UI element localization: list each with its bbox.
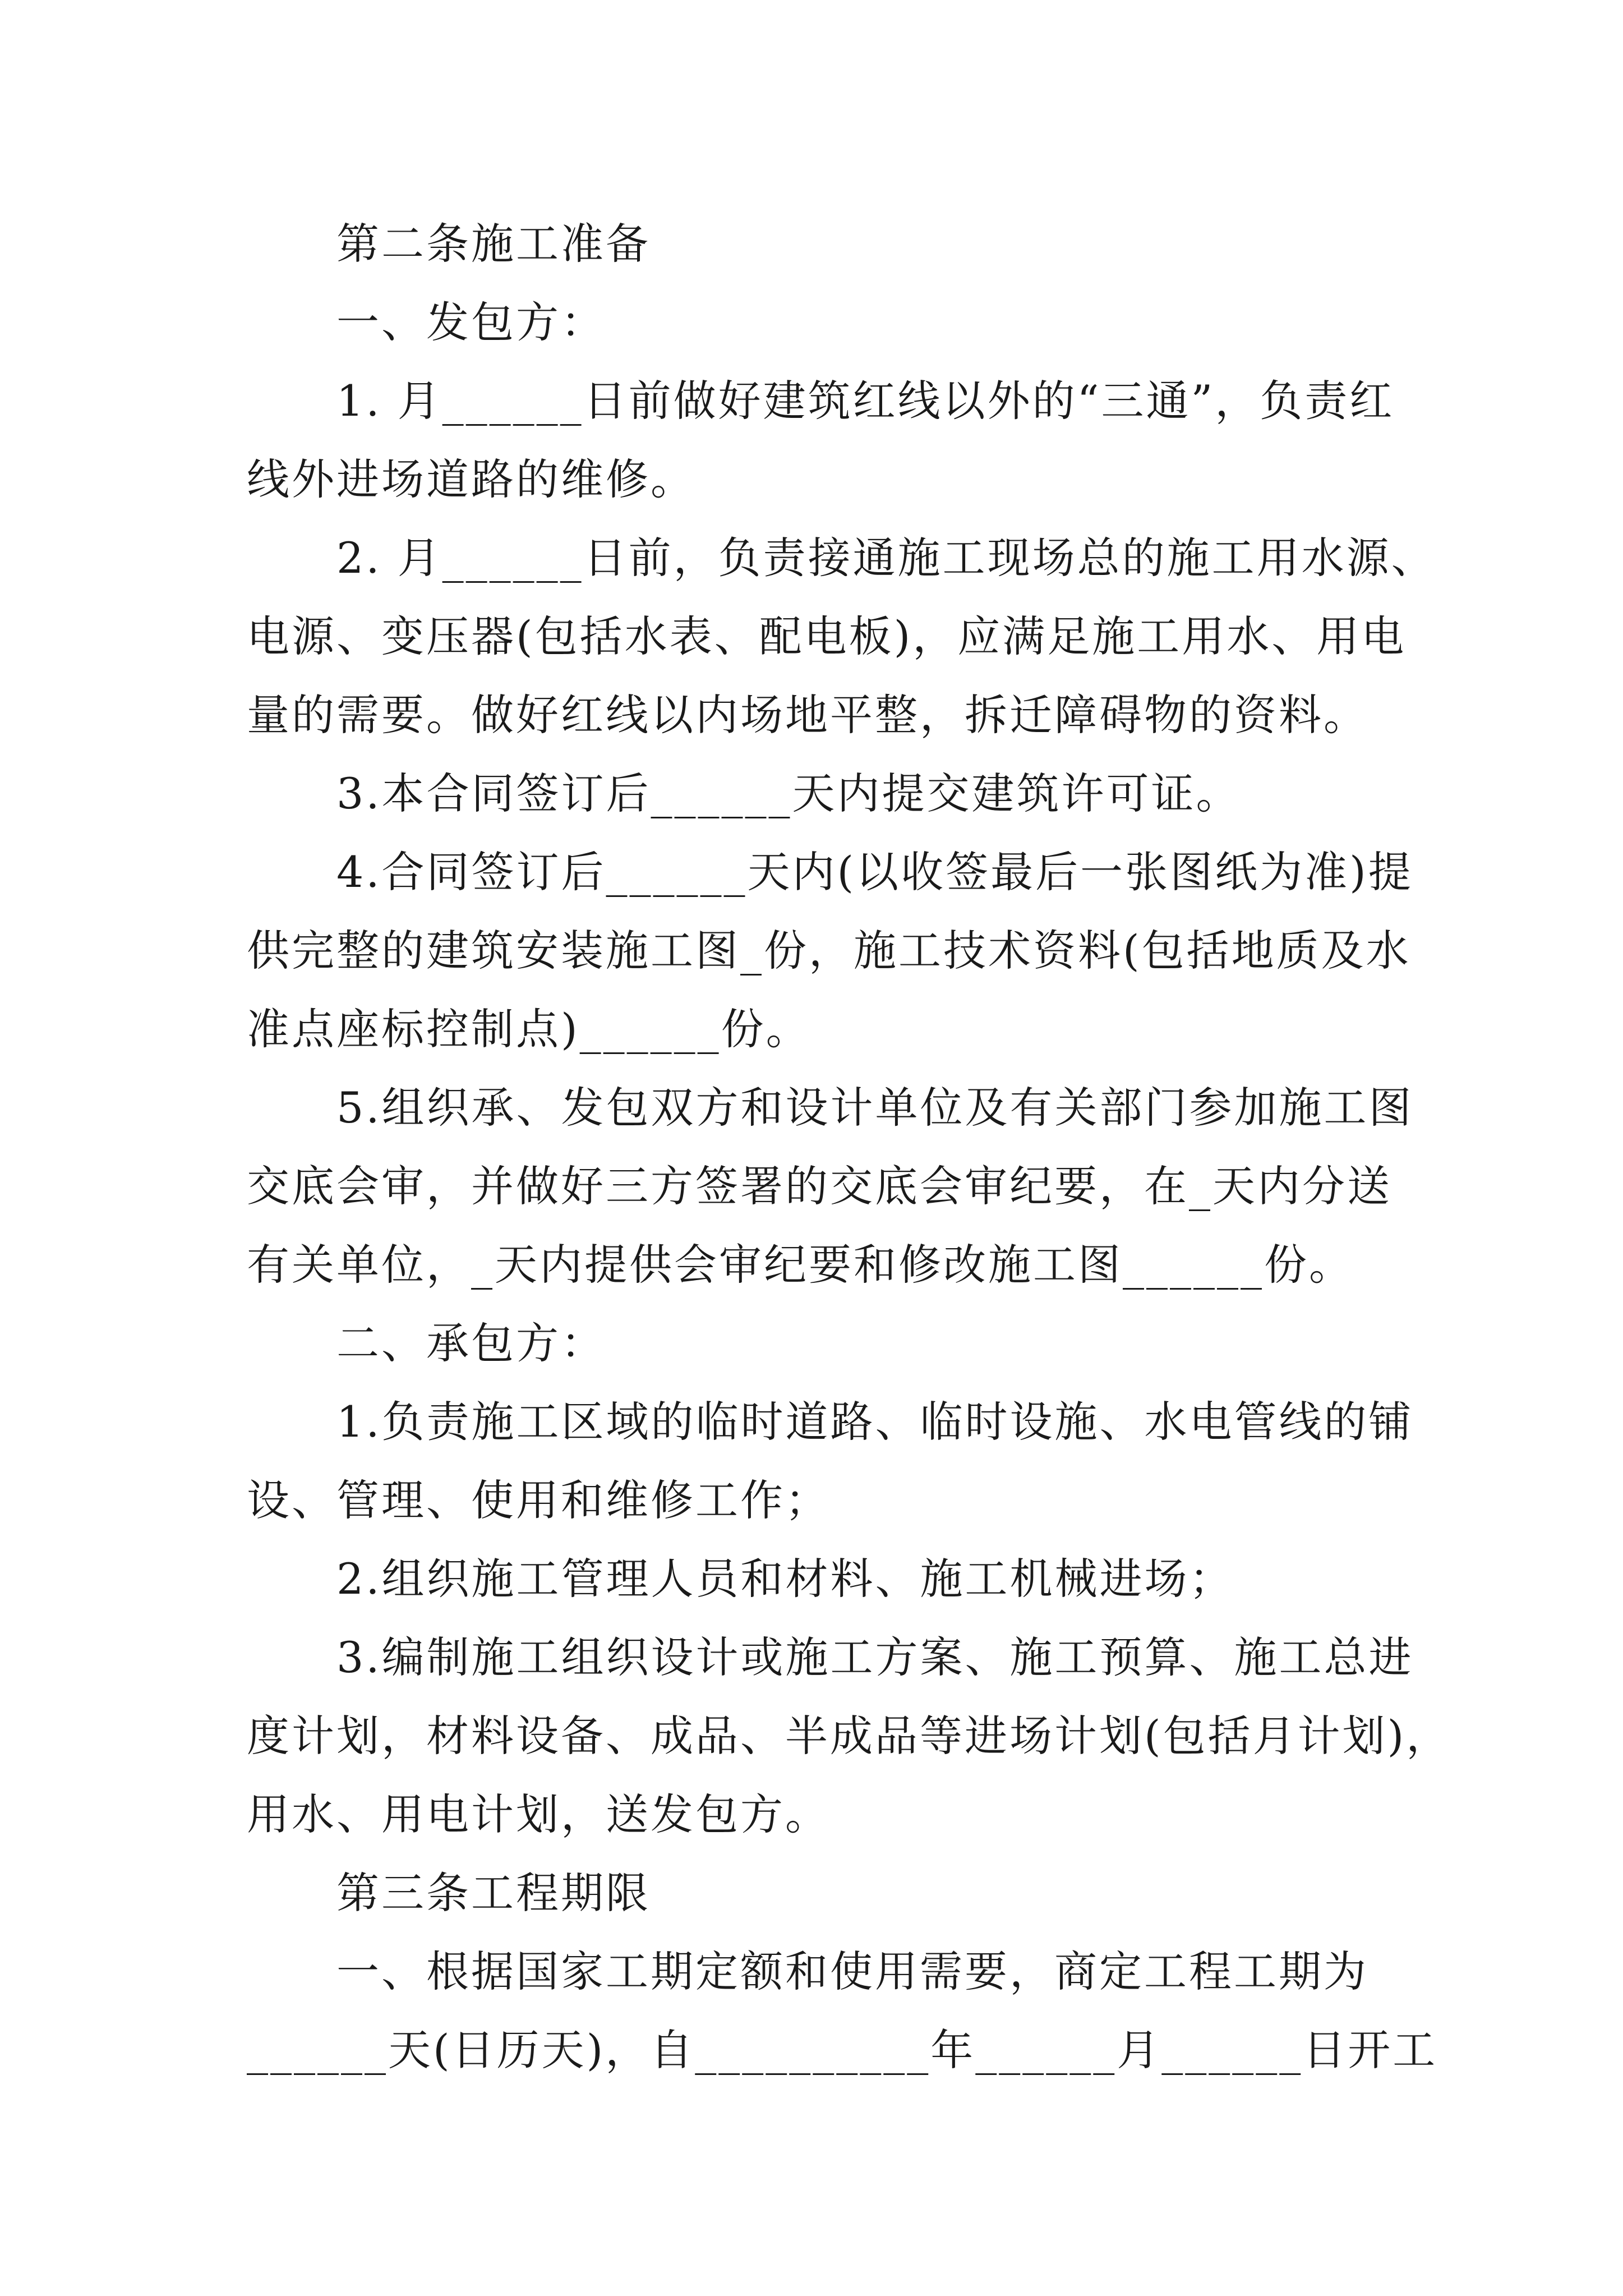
paragraph-line: 5.组织承、发包双方和设计单位及有关部门参加施工图: [336, 1083, 1414, 1133]
paragraph-line: 3.本合同签订后______天内提交建筑许可证。: [336, 769, 1241, 818]
paragraph-line: 准点座标控制点)______份。: [247, 1004, 811, 1054]
paragraph-line: 4.合同签订后______天内(以收签最后一张图纸为准)提: [336, 847, 1413, 897]
paragraph-line: 一、根据国家工期定额和使用需要，商定工程工期为: [336, 1947, 1368, 1996]
subheading-employer: 一、发包方：: [336, 297, 606, 347]
paragraph-line: 度计划，材料设备、成品、半成品等进场计划(包括月计划)，: [247, 1711, 1451, 1761]
paragraph-line: 电源、变压器(包括水表、配电板)，应满足施工用水、用电: [247, 611, 1407, 661]
paragraph-line: 1.负责施工区域的临时道路、临时设施、水电管线的铺: [336, 1397, 1414, 1447]
paragraph-line: 设、管理、使用和维修工作；: [247, 1475, 830, 1525]
paragraph-line: 供完整的建筑安装施工图_份，施工技术资料(包括地质及水: [247, 926, 1411, 976]
paragraph-line: 3.编制施工组织设计或施工方案、施工预算、施工总进: [336, 1632, 1414, 1682]
paragraph-line: 2. 月______日前，负责接通施工现场总的施工用水源、: [336, 533, 1436, 583]
paragraph-line: 有关单位，_天内提供会审纪要和修改施工图______份。: [247, 1240, 1354, 1290]
paragraph-line: 1. 月______日前做好建筑红线以外的“三通”，负责红: [336, 376, 1395, 426]
section-heading-3: 第三条工程期限: [336, 1868, 651, 1918]
paragraph-line: 线外进场道路的维修。: [247, 454, 695, 504]
section-heading-2: 第二条施工准备: [336, 219, 651, 269]
paragraph-line: 2.组织施工管理人员和材料、施工机械进场；: [336, 1554, 1234, 1604]
subheading-contractor: 二、承包方：: [336, 1318, 606, 1368]
paragraph-line: ______天(日历天)，自__________年______月______日开工: [247, 2025, 1438, 2075]
paragraph-line: 量的需要。做好红线以内场地平整，拆迁障碍物的资料。: [247, 690, 1368, 740]
paragraph-line: 用水、用电计划，送发包方。: [247, 1789, 830, 1839]
paragraph-line: 交底会审，并做好三方签署的交底会审纪要，在_天内分送: [247, 1161, 1392, 1211]
